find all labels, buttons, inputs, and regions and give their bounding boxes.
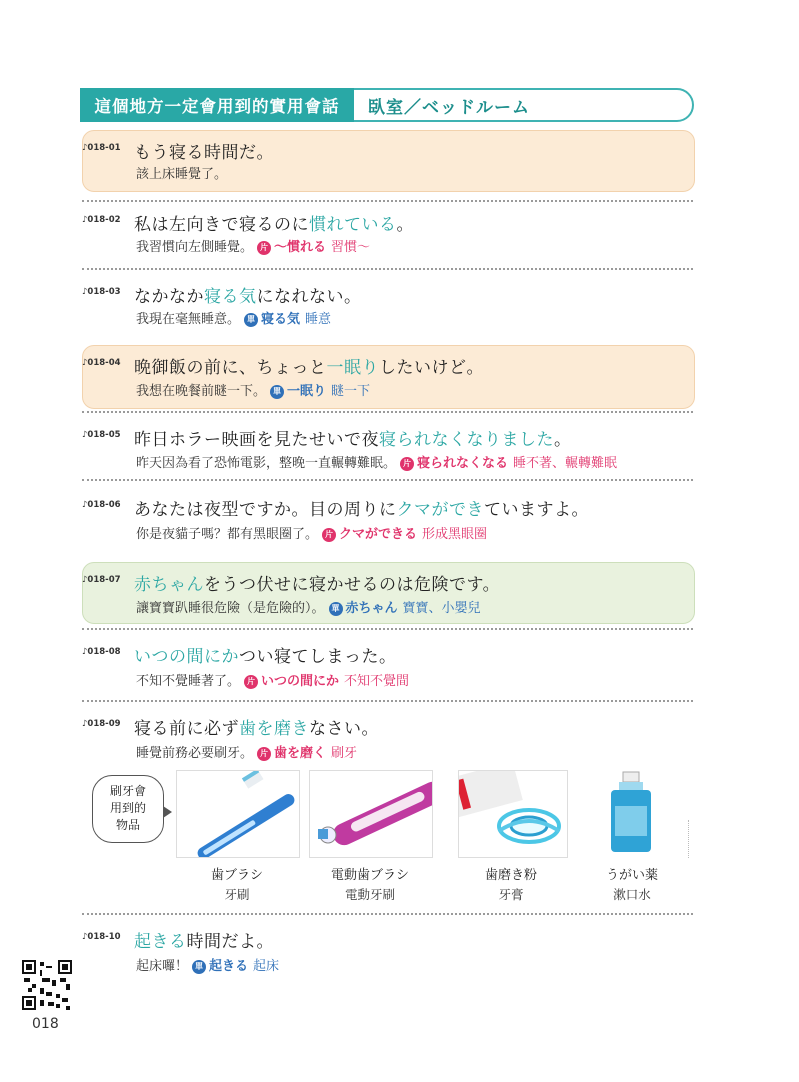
item-translation: 漱口水 [613,887,651,902]
japanese-sentence [134,714,379,739]
vocab-meaning: 寶寶、小嬰兒 [402,601,481,616]
vocab-keyword: 一眠り [287,384,327,399]
audio-track-number[interactable]: ♪018-06 [82,500,121,510]
vocab-meaning: 瞇一下 [331,384,371,399]
item-name: 電動歯ブラシ [330,868,409,883]
key-phrase: 一眠り [326,358,379,378]
translation-text: 昨天因為看了恐怖電影，整晚一直輾轉難眠。 [136,456,397,471]
phrase-entry [82,628,693,694]
translation-text: 我現在毫無睡意。 [136,312,241,327]
key-phrase: 寝られなくなりました [379,430,554,450]
key-phrase: いつの間にか [134,647,239,667]
audio-track-number[interactable]: ♪018-07 [82,575,121,585]
japanese-sentence [134,927,274,952]
dotted-separator [82,200,693,202]
japanese-sentence [134,210,414,235]
vocab-meaning: 不知不覺間 [344,674,410,689]
mouthwash-image [585,770,675,856]
toothbrush-image [176,770,300,858]
vocab-keyword: ～慣れる [274,240,327,255]
item-name: うがい薬 [605,868,658,883]
item-translation: 牙刷 [224,887,250,902]
chinese-translation [136,308,331,327]
japanese-sentence [134,425,572,450]
sentence-text: 。 [554,430,572,450]
vocab-keyword: 起きる [209,959,249,974]
japanese-sentence [134,282,362,307]
item-caption [305,864,435,903]
item-caption [172,864,302,903]
sentence-text: したいけど。 [379,358,484,378]
japanese-sentence [134,642,397,667]
divider [688,820,689,858]
chinese-translation [136,597,481,616]
dotted-separator [82,268,693,270]
key-phrase: 歯を磨き [239,719,309,739]
sentence-text: なかなか [134,287,204,307]
audio-track-number[interactable]: ♪018-05 [82,430,121,440]
vocab-keyword: 寝られなくなる [417,456,509,471]
chinese-translation [136,955,279,974]
phrase-badge-icon: 片 [244,675,258,689]
vocab-keyword: クマができる [339,527,418,542]
phrase-badge-icon: 片 [257,747,271,761]
sentence-text: になれない。 [256,287,362,307]
audio-track-number[interactable]: ♪018-04 [82,358,121,368]
toothpaste-image [458,770,568,858]
item-translation: 牙膏 [498,887,524,902]
bubble-line: 物品 [115,818,140,832]
electric-toothbrush-image [309,770,433,858]
vocab-meaning: 形成黑眼圈 [422,527,488,542]
word-badge-icon: 單 [270,385,284,399]
phrase-badge-icon: 片 [257,241,271,255]
chinese-translation [136,742,357,761]
bubble-tail [163,806,172,818]
translation-text: 睡覺前務必要刷牙。 [136,746,254,761]
japanese-sentence [134,570,500,595]
translation-text: 該上床睡覺了。 [136,167,228,182]
chinese-translation [136,380,370,399]
chinese-translation [136,670,409,689]
key-phrase: 起きる [134,932,187,952]
sentence-text: 晩御飯の前に、ちょっと [134,358,327,378]
item-translation: 電動牙刷 [344,887,395,902]
translation-text: 起床囉！ [136,959,189,974]
phrase-entry [82,700,693,766]
vocab-meaning: 起床 [253,959,280,974]
translation-text: 我想在晚餐前瞇一下。 [136,384,267,399]
key-phrase: 寝る気 [204,287,257,307]
japanese-sentence [134,138,274,163]
key-phrase: クマができ [396,500,484,520]
phrase-entry [82,479,693,545]
audio-track-number[interactable]: ♪018-09 [82,719,121,729]
chinese-translation [136,163,227,182]
sentence-text: をうつ伏せに寝かせるのは危険です。 [204,575,501,595]
bubble-line: 用到的 [109,801,146,815]
word-badge-icon: 單 [244,313,258,327]
phrase-entry [82,200,693,266]
bubble-line: 刷牙會 [109,784,146,798]
item-caption [567,864,697,903]
chinese-translation [136,452,617,471]
sentence-text: つい寝てしまった。 [239,647,397,667]
word-badge-icon: 單 [192,960,206,974]
phrase-entry [82,562,693,628]
speech-bubble [92,775,164,843]
sentence-text: なさい。 [309,719,379,739]
phrase-entry [82,913,693,979]
sentence-text: もう寝る時間だ。 [134,143,274,163]
phrase-entry [82,130,693,196]
phrase-badge-icon: 片 [400,457,414,471]
audio-track-number[interactable]: ♪018-03 [82,287,121,297]
japanese-sentence [134,353,484,378]
vocab-meaning: 習慣～ [331,240,371,255]
phrase-entry [82,268,693,334]
vocab-keyword: 寝る気 [261,312,301,327]
translation-text: 我習慣向左側睡覺。 [136,240,254,255]
page-number: 018 [32,1016,59,1032]
dotted-separator [82,479,693,481]
item-name: 歯ブラシ [210,868,263,883]
qr-code-icon [22,960,72,1010]
vocab-meaning: 睡意 [305,312,332,327]
vocab-meaning: 睡不著、輾轉難眠 [513,456,618,471]
vocab-keyword: 赤ちゃん [345,601,398,616]
dotted-separator [82,628,693,630]
audio-track-number[interactable]: ♪018-02 [82,215,121,225]
chinese-translation [136,236,370,255]
section-header [80,88,694,122]
item-caption [446,864,576,903]
sentence-text: 昨日ホラー映画を見たせいで夜 [134,430,379,450]
sentence-text: 。 [396,215,414,235]
translation-text: 你是夜貓子嗎？都有黑眼圈了。 [136,527,319,542]
translation-text: 讓寶寶趴睡很危險（是危險的）。 [136,601,325,616]
vocab-keyword: いつの間にか [261,674,340,689]
header-topic: 臥室／ベッドルーム [368,97,530,118]
item-name: 歯磨き粉 [484,868,537,883]
audio-track-number[interactable]: ♪018-08 [82,647,121,657]
word-badge-icon: 單 [329,602,343,616]
header-title: 這個地方一定會用到的實用會話 [80,88,354,122]
sentence-text: 寝る前に必ず [134,719,239,739]
phrase-badge-icon: 片 [322,528,336,542]
vocab-keyword: 歯を磨く [274,746,327,761]
audio-track-number[interactable]: ♪018-10 [82,932,121,942]
sentence-text: 時間だよ。 [186,932,274,952]
japanese-sentence [134,495,589,520]
key-phrase: 赤ちゃん [134,575,204,595]
dotted-separator [82,700,693,702]
dotted-separator [82,913,693,915]
translation-text: 不知不覺睡著了。 [136,674,241,689]
chinese-translation [136,523,487,542]
sentence-text: 私は左向きで寝るのに [134,215,309,235]
audio-track-number[interactable]: ♪018-01 [82,143,121,153]
phrase-entry [82,411,693,477]
sentence-text: ていますよ。 [484,500,589,520]
key-phrase: 慣れている [309,215,397,235]
phrase-entry [82,345,693,411]
sentence-text: あなたは夜型ですか。目の周りに [134,500,397,520]
vocab-meaning: 刷牙 [331,746,358,761]
dotted-separator [82,411,693,413]
